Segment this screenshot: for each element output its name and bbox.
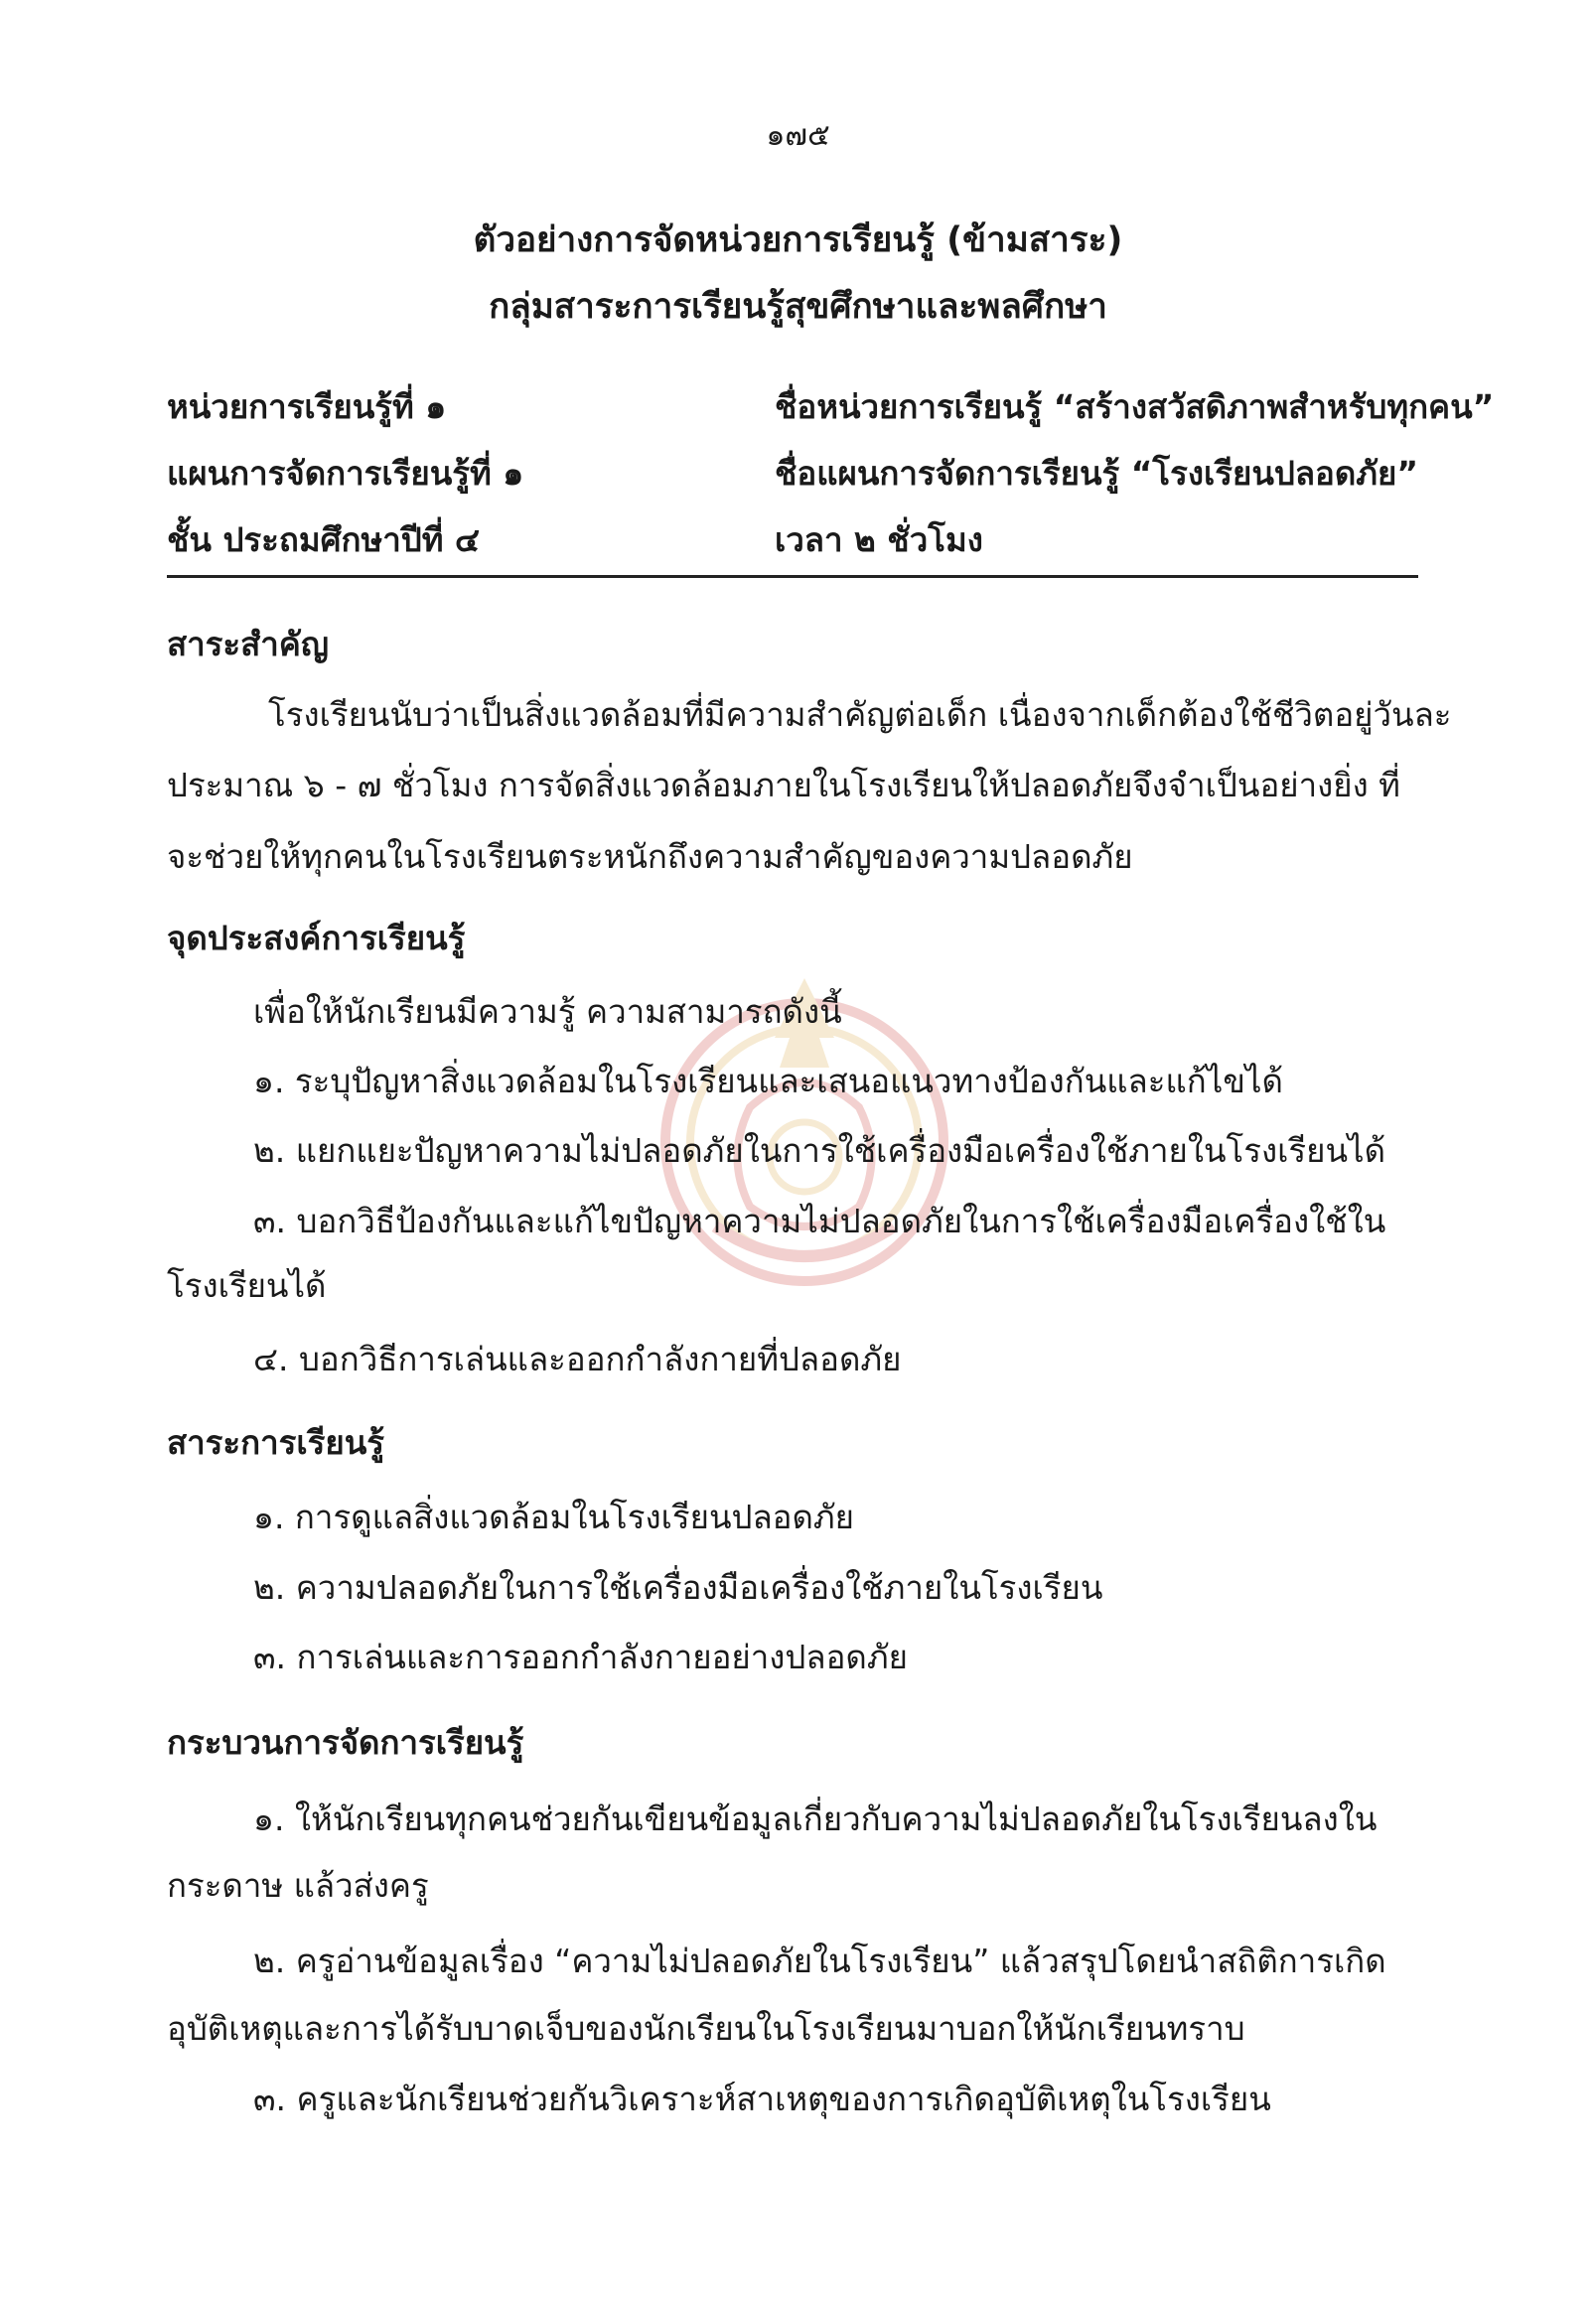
objective-item-2: ๒. แยกแยะปัญหาความไม่ปลอดภัยในการใช้เครื่องมือเครื่องใช้ภายในโรงเรียนได้ — [253, 1131, 1386, 1170]
header-divider — [167, 575, 1418, 578]
process-item-2-cont: อุบัติเหตุและการได้รับบาดเจ็บของนักเรียนในโรงเรียนมาบอกให้นักเรียนทราบ — [167, 2009, 1245, 2048]
content-heading: สาระการเรียนรู้ — [167, 1423, 384, 1462]
plan-name: ชื่อแผนการจัดการเรียนรู้ “โรงเรียนปลอดภัย” — [775, 454, 1419, 493]
objectives-intro: เพื่อให้นักเรียนมีความรู้ ความสามารถดังนี้ — [253, 992, 842, 1031]
document-title: ตัวอย่างการจัดหน่วยการเรียนรู้ (ข้ามสาระ) — [473, 220, 1123, 260]
process-heading: กระบวนการจัดการเรียนรู้ — [167, 1723, 524, 1762]
plan-number: แผนการจัดการเรียนรู้ที่ ๑ — [167, 454, 524, 493]
essence-line-2: ประมาณ ๖ - ๗ ชั่วโมง การจัดสิ่งแวดล้อมภายในโรงเรียนให้ปลอดภัยจึงจำเป็นอย่างยิ่ง ที่ — [167, 766, 1400, 804]
process-item-2: ๒. ครูอ่านข้อมูลเรื่อง “ความไม่ปลอดภัยในโรงเรียน” แล้วสรุปโดยนำสถิติการเกิด — [253, 1942, 1386, 1980]
objective-item-3: ๓. บอกวิธีป้องกันและแก้ไขปัญหาความไม่ปลอดภัยในการใช้เครื่องมือเครื่องใช้ใน — [253, 1202, 1386, 1240]
objectives-heading: จุดประสงค์การเรียนรู้ — [167, 919, 466, 957]
process-item-1-cont: กระดาษ แล้วส่งครู — [167, 1866, 429, 1905]
content-item-2: ๒. ความปลอดภัยในการใช้เครื่องมือเครื่องใช้ภายในโรงเรียน — [253, 1568, 1103, 1607]
essence-line-3: จะช่วยให้ทุกคนในโรงเรียนตระหนักถึงความสำคัญของความปลอดภัย — [167, 837, 1133, 876]
objective-item-1: ๑. ระบุปัญหาสิ่งแวดล้อมในโรงเรียนและเสนอแนวทางป้องกันและแก้ไขได้ — [253, 1062, 1283, 1100]
time-duration: เวลา ๒ ชั่วโมง — [775, 520, 983, 559]
process-item-3: ๓. ครูและนักเรียนช่วยกันวิเคราะห์สาเหตุของการเกิดอุบัติเหตุในโรงเรียน — [253, 2080, 1271, 2118]
content-item-1: ๑. การดูแลสิ่งแวดล้อมในโรงเรียนปลอดภัย — [253, 1498, 855, 1536]
process-item-1: ๑. ให้นักเรียนทุกคนช่วยกันเขียนข้อมูลเกี่ยวกับความไม่ปลอดภัยในโรงเรียนลงใน — [253, 1799, 1378, 1838]
unit-number: หน่วยการเรียนรู้ที่ ๑ — [167, 387, 447, 426]
content-item-3: ๓. การเล่นและการออกกำลังกายอย่างปลอดภัย — [253, 1638, 908, 1676]
document-subtitle: กลุ่มสาระการเรียนรู้สุขศึกษาและพลศึกษา — [489, 287, 1107, 327]
objective-item-4: ๔. บอกวิธีการเล่นและออกกำลังกายที่ปลอดภัย — [253, 1340, 902, 1378]
essence-heading: สาระสำคัญ — [167, 625, 329, 663]
objective-item-3-cont: โรงเรียนได้ — [167, 1266, 327, 1305]
page-number: ๑๗๕ — [766, 118, 830, 153]
unit-name: ชื่อหน่วยการเรียนรู้ “สร้างสวัสดิภาพสำหรับทุกคน” — [775, 387, 1495, 426]
grade-level: ชั้น ประถมศึกษาปีที่ ๔ — [167, 520, 480, 559]
essence-line-1: โรงเรียนนับว่าเป็นสิ่งแวดล้อมที่มีความสำคัญต่อเด็ก เนื่องจากเด็กต้องใช้ชีวิตอยู่วันละ — [268, 695, 1452, 734]
